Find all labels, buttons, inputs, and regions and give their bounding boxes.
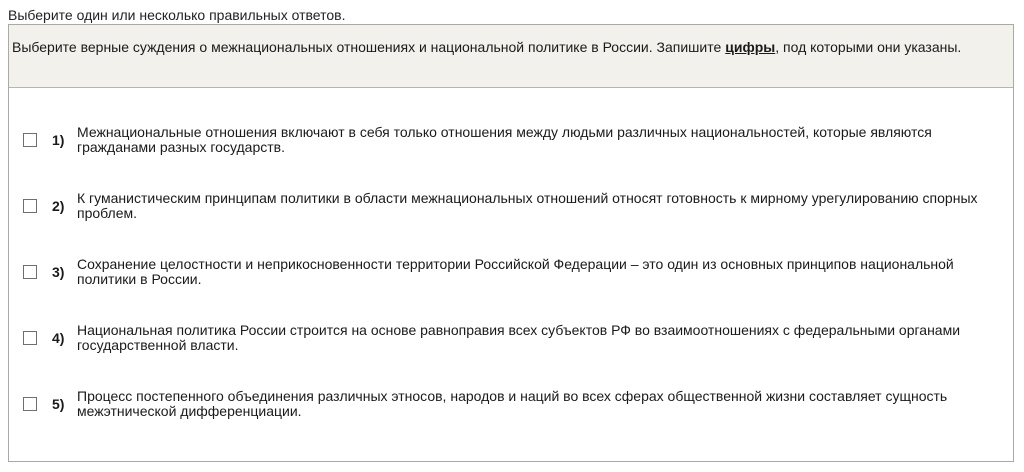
question-text-after: , под которыми они указаны. <box>775 39 962 55</box>
option-4-checkbox[interactable] <box>23 331 37 345</box>
option-3-number: 3) <box>52 264 65 280</box>
option-5-checkbox[interactable] <box>23 397 37 411</box>
option-4-text: Национальная политика России строится на основе равноправия всех субъектов РФ во взаимоотношениях с федеральными органами государственной власти. <box>77 322 961 353</box>
option-5[interactable] <box>9 387 1013 423</box>
option-3[interactable] <box>9 255 1013 291</box>
question-prompt <box>9 25 1013 88</box>
option-2-checkbox[interactable] <box>23 199 37 213</box>
instruction-text: Выберите один или несколько правильных ответов. <box>8 7 346 23</box>
option-1-checkbox[interactable] <box>23 133 37 147</box>
option-1-number: 1) <box>52 132 65 148</box>
question-text: Выберите верные суждения о межнациональных отношениях и национальной политике в России. Запишите <box>12 39 722 55</box>
question-card <box>8 24 1014 462</box>
option-4[interactable] <box>9 321 1013 357</box>
question-emphasis: цифры <box>725 39 776 55</box>
option-4-number: 4) <box>52 330 65 346</box>
option-2[interactable] <box>9 189 1013 225</box>
option-1[interactable] <box>9 123 1013 159</box>
option-2-number: 2) <box>52 198 65 214</box>
option-3-text: Сохранение целостности и неприкосновенности территории Российской Федерации – это один из основных принципов национальной политики в России. <box>77 256 954 287</box>
option-3-checkbox[interactable] <box>23 265 37 279</box>
option-5-text: Процесс постепенного объединения различных этносов, народов и наций во всех сферах общественной жизни составляет сущность межэтнической дифференциации. <box>77 388 948 419</box>
option-1-text: Межнациональные отношения включают в себя только отношения между людьми различных национальностей, которые являются гражданами разных государств. <box>77 124 932 155</box>
option-2-text: К гуманистическим принципам политики в области межнациональных отношений относят готовность к мирному урегулированию спорных проблем. <box>77 190 978 221</box>
option-5-number: 5) <box>52 396 65 412</box>
